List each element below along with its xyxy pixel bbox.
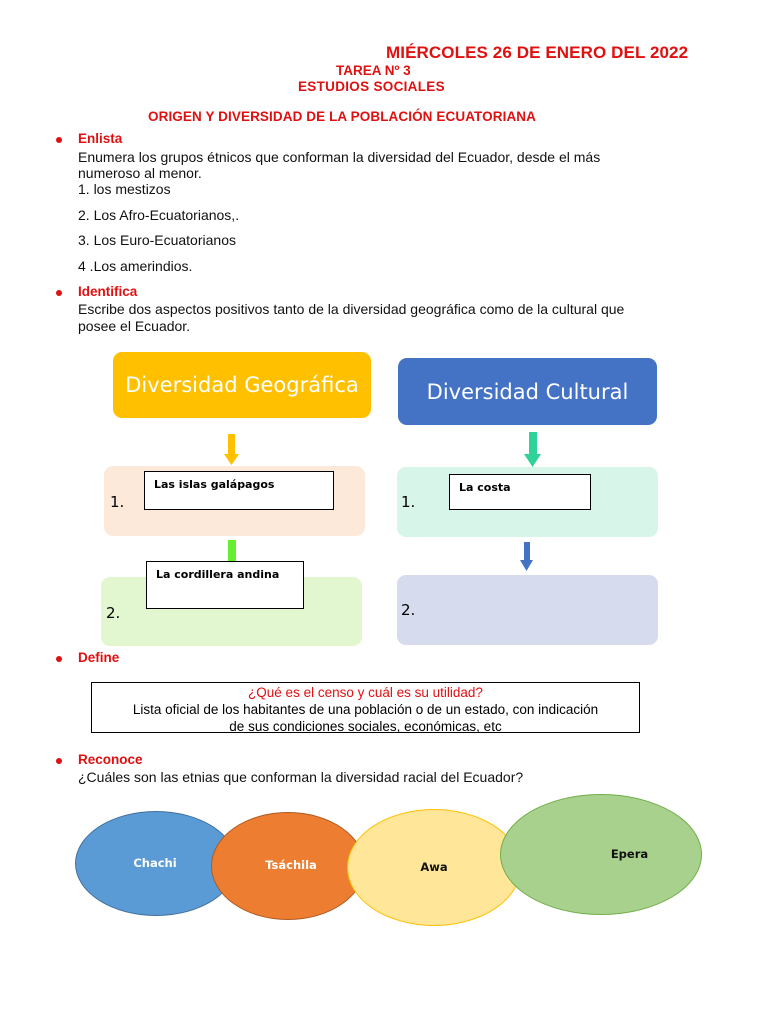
section-heading-reconoce: Reconoce [78, 752, 143, 767]
geo-diversity-header [113, 352, 371, 418]
cultural-item-2-box [397, 575, 658, 645]
bullet-icon [56, 137, 62, 143]
list-item: 2. Los Afro-Ecuatorianos,. [78, 207, 240, 223]
ethnicity-label: Awa [420, 859, 448, 874]
define-answer-line1: Lista oficial de los habitantes de una población o de un estado, con indicación [132, 702, 599, 717]
list-item: 1. los mestizos [78, 181, 171, 197]
cultural-item-2-number: 2. [401, 601, 416, 619]
cultural-diversity-title: Diversidad Cultural [426, 379, 629, 404]
arrow-down-icon [520, 542, 534, 572]
ethnicity-ellipse-epera [500, 794, 702, 915]
cultural-item-1-answer: La costa [449, 474, 591, 510]
section-heading-identifica: Identifica [78, 284, 138, 299]
ethnicity-label: Chachi [133, 855, 177, 870]
section-heading-define: Define [78, 650, 120, 665]
bullet-icon [56, 290, 62, 296]
arrow-down-icon [226, 540, 238, 562]
ethnicity-ellipse-tsachila [211, 812, 365, 920]
arrow-down-icon [524, 432, 542, 468]
define-answer-box [91, 682, 640, 733]
ethnicity-ellipse-awa [347, 809, 521, 926]
ethnicity-label: Epera [610, 846, 649, 861]
geo-item-2-number: 2. [106, 604, 121, 622]
enlista-instruction-line1: Enumera los grupos étnicos que conforman la diversidad del Ecuador, desde el más [78, 149, 601, 165]
geo-item-1-answer: Las islas galápagos [144, 471, 334, 510]
geo-diversity-title: Diversidad Geográfica [125, 373, 359, 397]
ethnicity-label: Tsáchila [265, 858, 317, 872]
subject-name: ESTUDIOS SOCIALES [298, 79, 445, 94]
task-number: TAREA Nº 3 [336, 63, 411, 78]
define-question: ¿Qué es el censo y cuál es su utilidad? [248, 685, 483, 700]
identifica-instruction-line1: Escribe dos aspectos positivos tanto de la diversidad geográfica como de la cultural que [78, 301, 625, 317]
list-item: 4 .Los amerindios. [78, 258, 193, 274]
identifica-instruction-line2: posee el Ecuador. [78, 318, 191, 334]
bullet-icon [56, 656, 62, 662]
define-answer-line2: de sus condiciones sociales, económicas, etc [229, 719, 502, 734]
geo-item-2-answer: La cordillera andina [146, 561, 304, 609]
enlista-instruction-line2: numeroso al menor. [78, 165, 202, 181]
reconoce-question: ¿Cuáles son las etnias que conforman la diversidad racial del Ecuador? [78, 769, 524, 785]
section-heading-enlista: Enlista [78, 131, 123, 146]
geo-item-1-number: 1. [110, 493, 125, 511]
page-title: ORIGEN Y DIVERSIDAD DE LA POBLACIÓN ECUATORIANA [148, 109, 536, 124]
arrow-down-icon [224, 434, 240, 466]
list-item: 3. Los Euro-Ecuatorianos [78, 232, 236, 248]
cultural-item-1-number: 1. [401, 493, 416, 511]
date-heading: MIÉRCOLES 26 DE ENERO DEL 2022 [386, 43, 689, 62]
cultural-diversity-header [398, 358, 657, 425]
bullet-icon [56, 758, 62, 764]
